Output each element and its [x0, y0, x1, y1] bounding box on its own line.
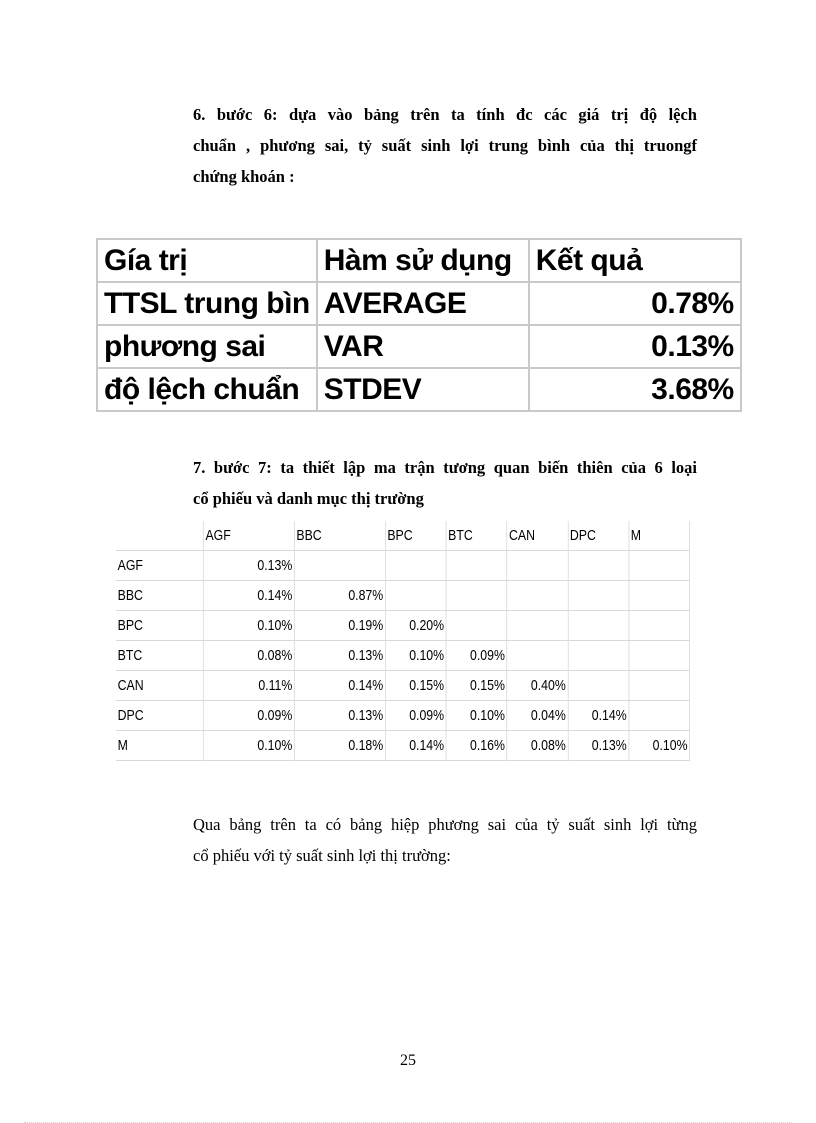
matrix-cell: 0.08% — [203, 641, 294, 671]
matrix-cell: 0.13% — [203, 551, 294, 581]
matrix-cell: 0.15% — [385, 671, 446, 701]
matrix-cell: 0.10% — [629, 731, 690, 761]
matrix-row-label: CAN — [116, 671, 203, 701]
matrix-cell — [629, 671, 690, 701]
matrix-cell: 0.09% — [446, 641, 507, 671]
conclusion-paragraph — [193, 809, 697, 871]
matrix-header-cell: BBC — [294, 521, 385, 551]
matrix-cell: 0.14% — [294, 671, 385, 701]
table-row — [116, 551, 690, 581]
matrix-header-cell: AGF — [203, 521, 294, 551]
matrix-cell: 0.87% — [294, 581, 385, 611]
conclusion-line-1: Qua bảng trên ta có bảng hiệp phương sai của tỷ suất sinh lợi từng — [193, 815, 697, 834]
matrix-cell: 0.10% — [203, 731, 294, 761]
matrix-row-label: AGF — [116, 551, 203, 581]
matrix-cell — [629, 611, 690, 641]
matrix-header-cell: M — [629, 521, 690, 551]
matrix-header-cell: CAN — [507, 521, 568, 551]
step6-paragraph — [193, 99, 697, 192]
matrix-cell: 0.15% — [446, 671, 507, 701]
matrix-cell — [629, 551, 690, 581]
matrix-cell — [568, 671, 629, 701]
matrix-row-label: M — [116, 731, 203, 761]
matrix-cell — [385, 551, 446, 581]
table1-cell: phương sai — [97, 325, 317, 368]
matrix-header-cell: DPC — [568, 521, 629, 551]
matrix-cell — [568, 551, 629, 581]
matrix-cell: 0.10% — [446, 701, 507, 731]
table1-cell: 3.68% — [529, 368, 741, 411]
matrix-cell: 0.13% — [294, 641, 385, 671]
table1-header-cell: Kết quả — [529, 239, 741, 282]
table1-header-cell: Gía trị — [97, 239, 317, 282]
table-row — [116, 641, 690, 671]
matrix-cell — [507, 641, 568, 671]
covariance-matrix-table — [116, 521, 690, 761]
matrix-header-cell — [116, 521, 203, 551]
table1-cell: STDEV — [317, 368, 529, 411]
table-row — [97, 325, 741, 368]
matrix-cell: 0.09% — [203, 701, 294, 731]
matrix-cell — [446, 611, 507, 641]
table-row — [116, 581, 690, 611]
matrix-cell — [446, 581, 507, 611]
step7-paragraph — [193, 452, 697, 514]
matrix-cell: 0.19% — [294, 611, 385, 641]
matrix-cell: 0.13% — [568, 731, 629, 761]
matrix-cell — [507, 611, 568, 641]
matrix-cell: 0.18% — [294, 731, 385, 761]
table1-cell: độ lệch chuẩn — [97, 368, 317, 411]
table1-cell: AVERAGE — [317, 282, 529, 325]
matrix-cell: 0.20% — [385, 611, 446, 641]
table1-cell: 0.13% — [529, 325, 741, 368]
matrix-cell: 0.11% — [203, 671, 294, 701]
matrix-cell: 0.10% — [385, 641, 446, 671]
matrix-cell — [629, 641, 690, 671]
matrix-cell — [629, 701, 690, 731]
matrix-header-cell: BPC — [385, 521, 446, 551]
table1-cell: 0.78% — [529, 282, 741, 325]
matrix-cell: 0.14% — [203, 581, 294, 611]
matrix-cell: 0.09% — [385, 701, 446, 731]
table-row — [116, 671, 690, 701]
matrix-cell: 0.08% — [507, 731, 568, 761]
matrix-cell — [294, 551, 385, 581]
table1-header-cell: Hàm sử dụng — [317, 239, 529, 282]
step6-line-3: chứng khoán : — [193, 167, 295, 186]
statistics-table — [96, 238, 742, 412]
step7-line-2: cổ phiếu và danh mục thị trường — [193, 489, 424, 508]
table-row — [116, 731, 690, 761]
matrix-cell: 0.14% — [568, 701, 629, 731]
step6-line-1: 6. bước 6: dựa vào bảng trên ta tính đc các giá trị độ lệch — [193, 105, 697, 124]
matrix-row-label: BBC — [116, 581, 203, 611]
table1-cell: TTSL trung bìn — [97, 282, 317, 325]
matrix-row-label: DPC — [116, 701, 203, 731]
matrix-cell — [568, 641, 629, 671]
matrix-cell — [507, 581, 568, 611]
matrix-cell — [629, 581, 690, 611]
table-row — [97, 368, 741, 411]
page-number: 25 — [400, 1052, 416, 1069]
matrix-header-cell: BTC — [446, 521, 507, 551]
table1-cell: VAR — [317, 325, 529, 368]
matrix-cell: 0.40% — [507, 671, 568, 701]
table-row — [116, 611, 690, 641]
matrix-cell — [446, 551, 507, 581]
matrix-cell: 0.10% — [203, 611, 294, 641]
matrix-cell: 0.14% — [385, 731, 446, 761]
step6-line-2: chuẩn , phương sai, tỷ suất sinh lợi trung bình của thị truongf — [193, 136, 697, 155]
matrix-cell — [507, 551, 568, 581]
table-row — [97, 239, 741, 282]
table-row — [116, 701, 690, 731]
matrix-cell — [385, 581, 446, 611]
matrix-row-label: BPC — [116, 611, 203, 641]
conclusion-line-2: cổ phiếu với tỷ suất sinh lợi thị trường: — [193, 846, 451, 865]
matrix-row-label: BTC — [116, 641, 203, 671]
matrix-cell — [568, 611, 629, 641]
matrix-cell: 0.16% — [446, 731, 507, 761]
matrix-cell — [568, 581, 629, 611]
matrix-cell: 0.04% — [507, 701, 568, 731]
table-row — [116, 521, 690, 551]
matrix-cell: 0.13% — [294, 701, 385, 731]
table-row — [97, 282, 741, 325]
step7-line-1: 7. bước 7: ta thiết lập ma trận tương quan biến thiên của 6 loại — [193, 458, 697, 477]
